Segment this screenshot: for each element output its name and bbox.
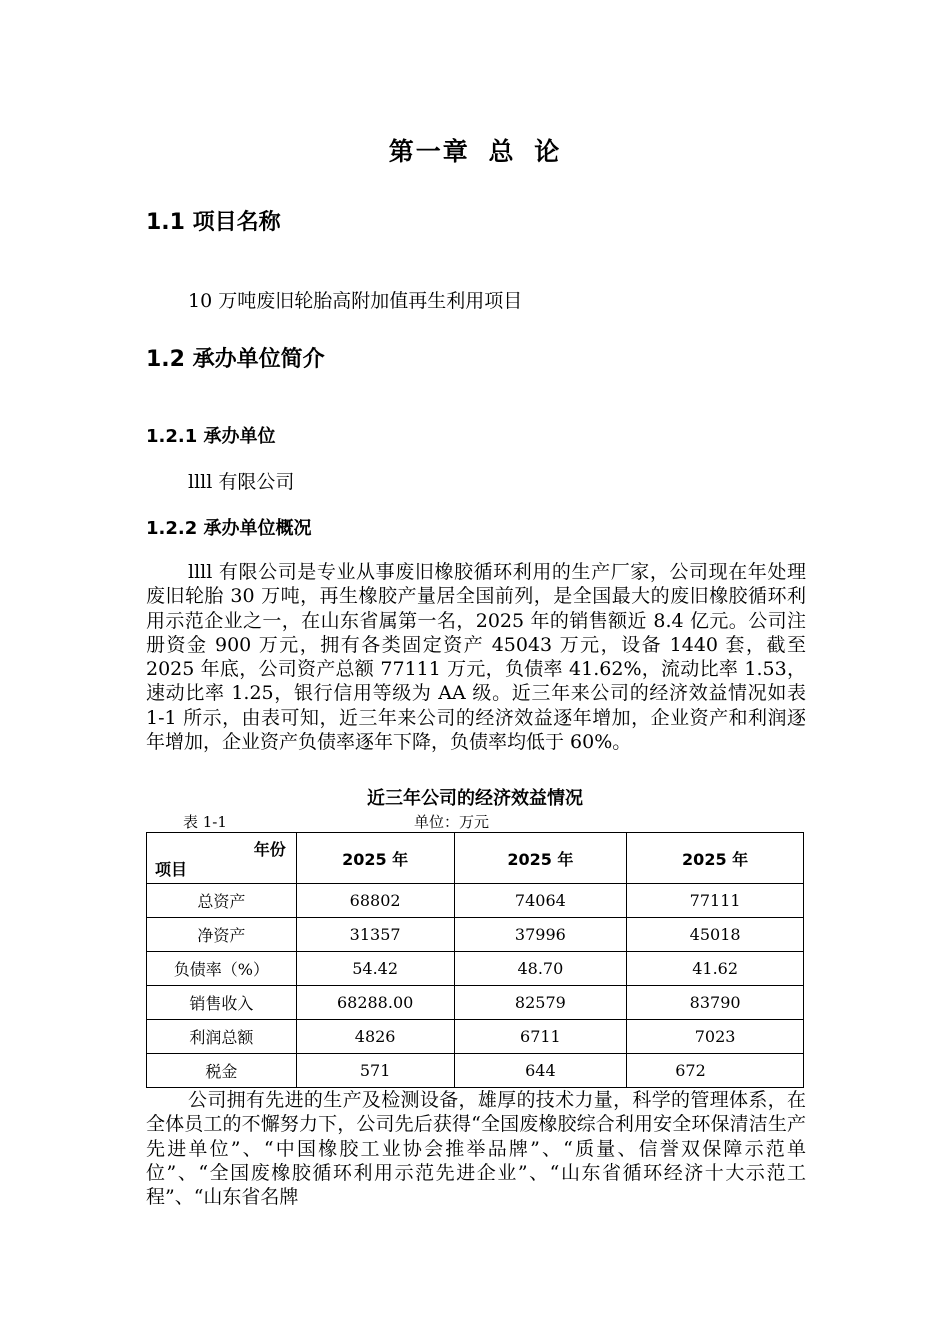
row-label: 负债率（%） — [147, 952, 297, 986]
table-header-row — [147, 833, 804, 884]
table-row — [147, 918, 804, 952]
table-title: 近三年公司的经济效益情况 — [367, 788, 583, 809]
company-overview-paragraph: llll 有限公司是专业从事废旧橡胶循环利用的生产厂家，公司现在年处理废旧轮胎 30 万吨，再生橡胶产量居全国前列，是全国最大的废旧橡胶循环利用示范企业之一，在山东省属第一名，2025 年的销售额近 8.4 亿元。公司注册资金 900 万元，拥有各类固定资产 45043 万元，设备 1440 套，截至 2025 年底，公司资产总额 77111 万元，负债率 41.62%，流动比率 1.53，速动比率 1.25，银行信用等级为 AA 级。近三年来公司的经济效益情况如表 1-1 所示，由表可知，近三年来公司的经济效益逐年增加，企业资产和利润逐年增加，企业资产负债率逐年下降，负债率均低于 60%。 — [146, 561, 806, 754]
header-year: 2025 年 — [454, 833, 627, 884]
table-row — [147, 1020, 804, 1054]
table-cell: 644 — [454, 1054, 627, 1088]
chapter-title: 第一章 总 论 — [388, 137, 562, 166]
table-cell: 74064 — [454, 884, 627, 918]
table-cell: 31357 — [296, 918, 454, 952]
table-cell: 48.70 — [454, 952, 627, 986]
company-honors-paragraph: 公司拥有先进的生产及检测设备，雄厚的技术力量，科学的管理体系，在全体员工的不懈努力下，公司先后获得“全国废橡胶综合利用安全环保清洁生产先进单位”、“中国橡胶工业协会推举品牌”、“质量、信誉双保障示范单位”、“全国废橡胶循环利用示范先进企业”、“山东省循环经济十大示范工程”、“山东省名牌 — [146, 1089, 806, 1209]
row-label: 净资产 — [147, 918, 297, 952]
row-label: 税金 — [147, 1054, 297, 1088]
economic-benefits-table — [146, 832, 804, 1088]
section-heading-1-1: 1.1 项目名称 — [146, 210, 281, 235]
table-row — [147, 952, 804, 986]
table-cell: 41.62 — [627, 952, 804, 986]
table-number: 表 1-1 — [183, 813, 227, 831]
header-year: 2025 年 — [296, 833, 454, 884]
row-label: 利润总额 — [147, 1020, 297, 1054]
header-year-label: 年份 — [253, 840, 286, 859]
table-cell: 571 — [296, 1054, 454, 1088]
table-cell: 83790 — [627, 986, 804, 1020]
section-heading-1-2-1: 1.2.1 承办单位 — [146, 426, 276, 447]
table-row — [147, 884, 804, 918]
table-cell: 68802 — [296, 884, 454, 918]
table-cell: 4826 — [296, 1020, 454, 1054]
row-label: 总资产 — [147, 884, 297, 918]
table-cell: 77111 — [627, 884, 804, 918]
table-cell: 37996 — [454, 918, 627, 952]
header-diagonal-cell — [147, 833, 297, 884]
table-cell: 45018 — [627, 918, 804, 952]
table-cell: 68288.00 — [296, 986, 454, 1020]
project-name: 10 万吨废旧轮胎高附加值再生利用项目 — [188, 290, 523, 312]
table-cell: 6711 — [454, 1020, 627, 1054]
table-cell: 54.42 — [296, 952, 454, 986]
table-cell: 7023 — [627, 1020, 804, 1054]
table-row — [147, 1054, 804, 1088]
table-cell: 82579 — [454, 986, 627, 1020]
section-heading-1-2: 1.2 承办单位简介 — [146, 347, 325, 372]
header-year: 2025 年 — [627, 833, 804, 884]
header-item-label: 项目 — [155, 860, 188, 879]
section-heading-1-2-2: 1.2.2 承办单位概况 — [146, 518, 312, 539]
company-name: llll 有限公司 — [188, 471, 295, 493]
table-unit: 单位：万元 — [414, 813, 490, 831]
table-row — [147, 986, 804, 1020]
table-cell: 672 — [627, 1054, 804, 1088]
row-label: 销售收入 — [147, 986, 297, 1020]
